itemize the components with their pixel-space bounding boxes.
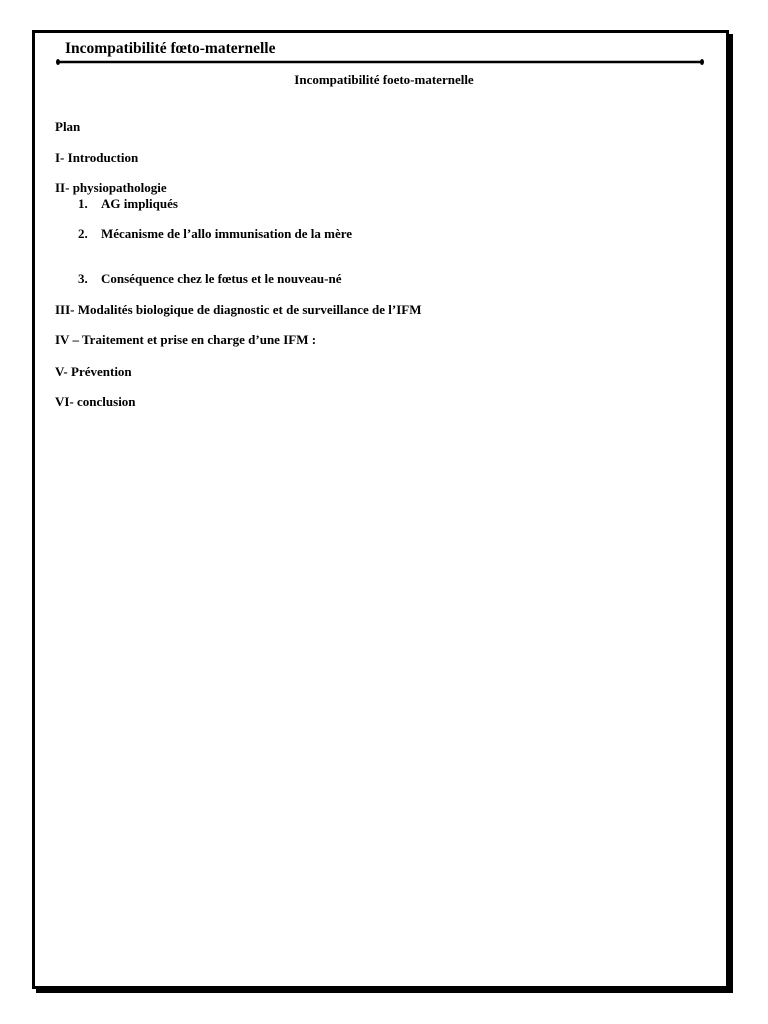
section-traitement: IV – Traitement et prise en charge d’une IFM : — [55, 332, 317, 347]
list-number: 1. — [78, 196, 88, 211]
list-number: 3. — [78, 271, 88, 286]
document-subtitle: Incompatibilité foeto-maternelle — [294, 72, 474, 87]
subsection-mecanisme — [78, 226, 352, 242]
section-prevention: V- Prévention — [55, 364, 132, 379]
section-physiopathologie: II- physiopathologie — [55, 180, 167, 195]
subsection-consequence — [78, 271, 341, 287]
section-introduction: I- Introduction — [55, 150, 139, 165]
list-item-label: Conséquence chez le fœtus et le nouveau-né — [101, 271, 342, 286]
page-border — [32, 30, 729, 989]
section-modalites: III- Modalités biologique de diagnostic et de surveillance de l’IFM — [55, 302, 422, 317]
list-item-label: Mécanisme de l’allo immunisation de la mère — [101, 226, 353, 241]
subsection-ag-impliques — [78, 196, 178, 212]
header-title: Incompatibilité fœto-maternelle — [65, 40, 276, 57]
list-item-label: AG impliqués — [101, 196, 178, 211]
list-number: 2. — [78, 226, 88, 241]
section-conclusion: VI- conclusion — [55, 394, 136, 409]
plan-heading: Plan — [55, 119, 81, 134]
header-rule — [56, 59, 704, 63]
